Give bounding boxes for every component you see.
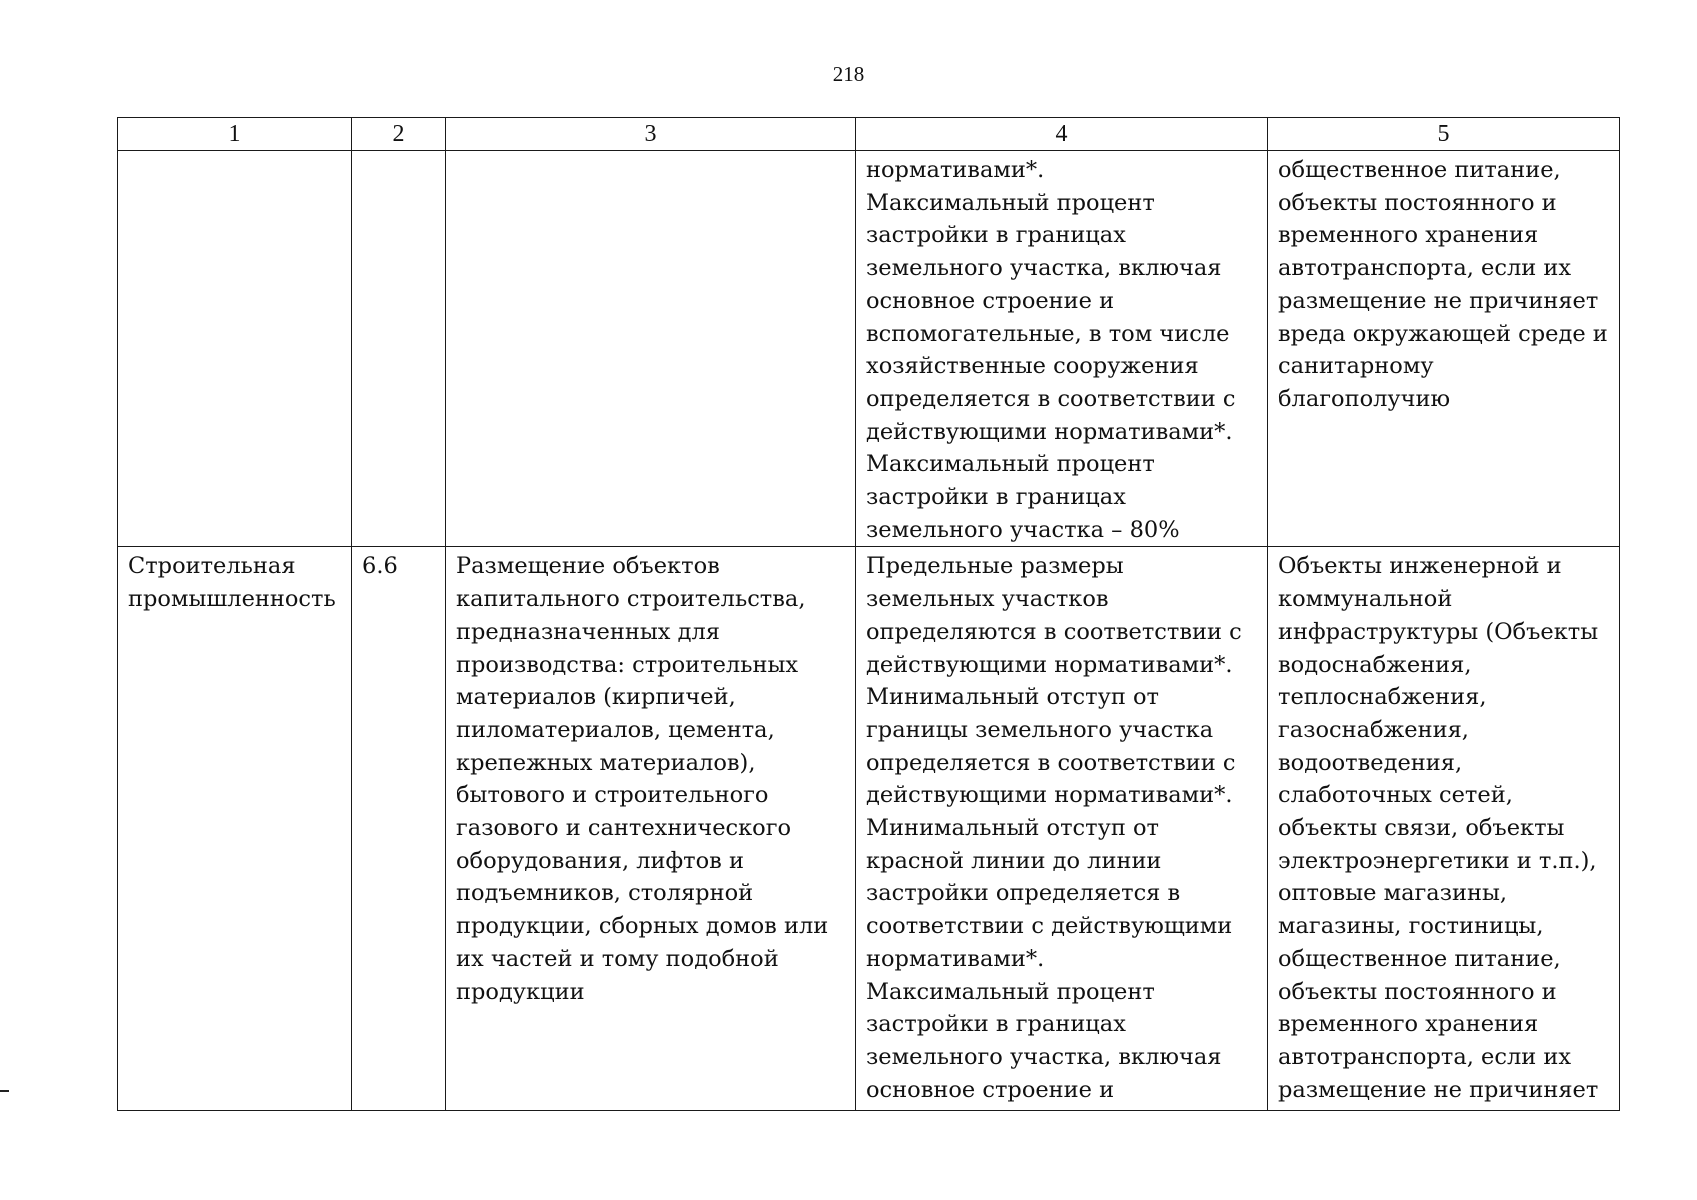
auxiliary-uses-cell: Объекты инженерной и коммунальной инфраструктуры (Объекты водоснабжения, теплоснабжения, газоснабжения, водоотведения, слаботочных сетей, объекты связи, объекты электроэнергетики и т.п.), оптовые магазины, магазины, гостиницы, общественное питание, объекты постоянного и временного хранения автотранспорта, если их размещение не причиняет bbox=[1268, 547, 1620, 1111]
description-cell bbox=[446, 151, 856, 547]
margin-mark bbox=[0, 1090, 9, 1092]
header-cell-5: 5 bbox=[1268, 118, 1620, 151]
code-cell: 6.6 bbox=[352, 547, 446, 1111]
table-row bbox=[118, 151, 1620, 547]
use-type-cell: Строительная промышленность bbox=[118, 547, 352, 1111]
header-cell-1: 1 bbox=[118, 118, 352, 151]
header-cell-2: 2 bbox=[352, 118, 446, 151]
description-cell: Размещение объектов капитального строительства, предназначенных для производства: строительных материалов (кирпичей, пиломатериалов, цемента, крепежных материалов), бытового и строительного газового и сантехнического оборудования, лифтов и подъемников, столярной продукции, сборных домов или их частей и тому подобной продукции bbox=[446, 547, 856, 1111]
table-header-row bbox=[118, 118, 1620, 151]
page-number: 218 bbox=[832, 62, 865, 86]
regulations-table bbox=[117, 117, 1620, 1111]
use-type-cell bbox=[118, 151, 352, 547]
code-cell bbox=[352, 151, 446, 547]
header-cell-4: 4 bbox=[856, 118, 1268, 151]
header-cell-3: 3 bbox=[446, 118, 856, 151]
auxiliary-uses-cell: общественное питание, объекты постоянного и временного хранения автотранспорта, если их размещение не причиняет вреда окружающей среде и санитарному благополучию bbox=[1268, 151, 1620, 547]
parameters-cell: Предельные размеры земельных участков определяются в соответствии с действующими нормативами*. Минимальный отступ от границы земельного участка определяется в соответствии с действующими нормативами*. Минимальный отступ от красной линии до линии застройки определяется в соответствии с действующими нормативами*. Максимальный процент застройки в границах земельного участка, включая основное строение и bbox=[856, 547, 1268, 1111]
table-row bbox=[118, 547, 1620, 1111]
parameters-cell: нормативами*. Максимальный процент застройки в границах земельного участка, включая основное строение и вспомогательные, в том числе хозяйственные сооружения определяется в соответствии с действующими нормативами*. Максимальный процент застройки в границах земельного участка – 80% bbox=[856, 151, 1268, 547]
